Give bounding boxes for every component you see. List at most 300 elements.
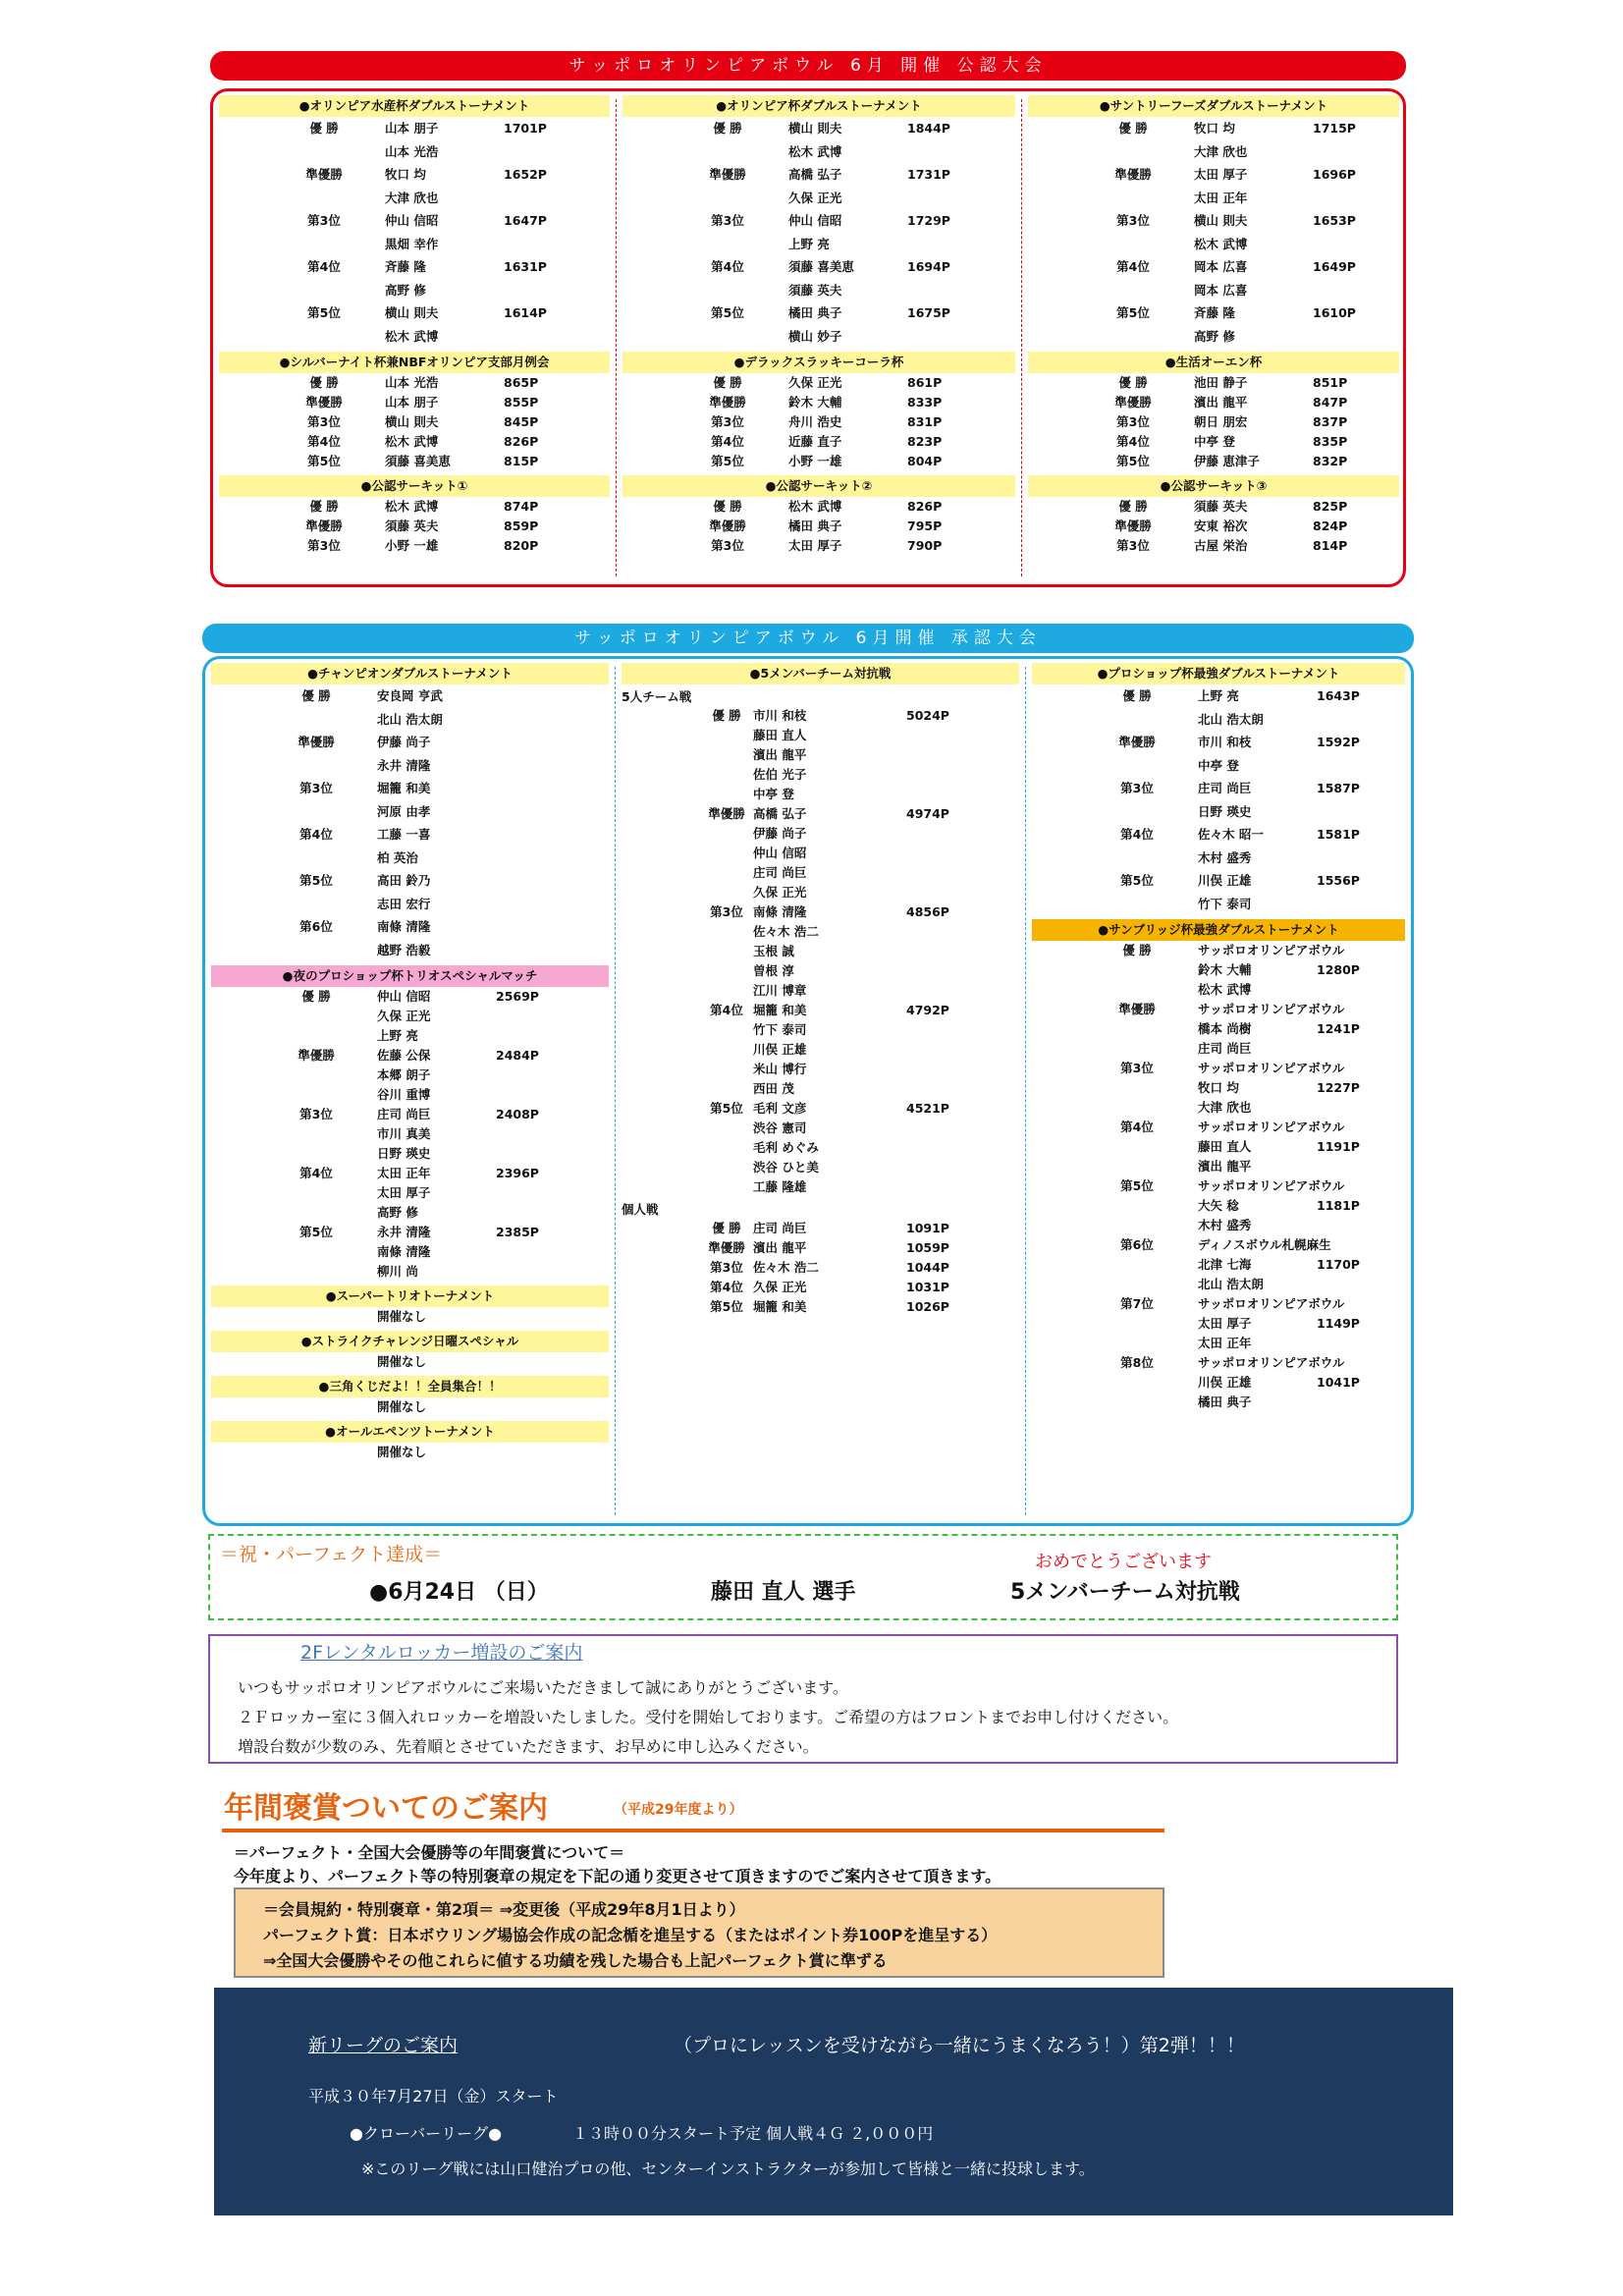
player-name: 仲山 信昭 <box>788 213 842 228</box>
official-col-3 <box>1022 91 1405 584</box>
player-name: 横山 則夫 <box>385 305 439 320</box>
score-value: 795P <box>907 519 943 533</box>
result-row <box>616 1040 1025 1060</box>
rank-label: 第3位 <box>1116 414 1150 429</box>
result-row <box>205 1144 615 1164</box>
player-name: 北山 浩太朗 <box>377 711 443 727</box>
rank-label: 準優勝 <box>709 519 746 533</box>
result-row <box>617 163 1021 187</box>
player-name: 伊藤 尚子 <box>377 735 431 749</box>
player-name: 須藤 喜美恵 <box>385 454 451 468</box>
result-row <box>1026 800 1411 824</box>
perfect-title: ＝祝・パーフェクト達成＝ <box>220 1544 443 1565</box>
perfect-event: 5メンバーチーム対抗戦 <box>1010 1580 1240 1605</box>
result-row <box>1026 1019 1411 1039</box>
player-name: 仲山 信昭 <box>753 846 807 860</box>
rank-label: 第5位 <box>1116 454 1150 468</box>
player-name: 開催なし <box>377 1399 427 1414</box>
player-name: 安東 裕次 <box>1194 519 1248 533</box>
score-value: 1241P <box>1317 1021 1360 1036</box>
rank-label: 準優勝 <box>298 1048 335 1063</box>
result-row <box>616 1001 1025 1020</box>
player-name: 川俣 正雄 <box>753 1042 807 1057</box>
player-name: 斉藤 隆 <box>1194 305 1235 320</box>
result-row <box>205 754 615 778</box>
result-row <box>616 1079 1025 1099</box>
event-title: ●スーパートリオトーナメント <box>211 1285 609 1307</box>
score-value: 1844P <box>907 121 950 136</box>
player-name: 木村 盛秀 <box>1198 1218 1252 1232</box>
score-value: 826P <box>907 499 943 514</box>
result-row <box>616 1177 1025 1197</box>
result-row <box>1026 1235 1411 1255</box>
result-row <box>213 517 616 536</box>
rank-label: 第4位 <box>299 827 333 842</box>
official-banner: サッポロオリンピアボウル 6月 開催 公認大会 <box>210 51 1406 81</box>
result-row <box>1026 1176 1411 1196</box>
player-name: 米山 博行 <box>753 1062 807 1076</box>
result-row <box>1026 1393 1411 1412</box>
result-row <box>205 1183 615 1203</box>
rank-label: 第4位 <box>299 1166 333 1180</box>
result-row <box>205 893 615 916</box>
result-row <box>1022 497 1405 517</box>
league-start: 平成３０年7月27日（金）スタート <box>308 2087 559 2105</box>
result-row <box>205 1124 615 1144</box>
perfect-date: ●6月24日 （日） <box>369 1580 549 1605</box>
result-row <box>1026 1334 1411 1353</box>
player-name: 松木 武博 <box>1198 982 1252 997</box>
rank-label: 第5位 <box>711 454 744 468</box>
player-name: 堀籠 和美 <box>377 781 431 795</box>
player-name: 南條 清隆 <box>377 919 431 934</box>
player-name: 安良岡 亨武 <box>377 688 443 703</box>
score-value: 1026P <box>906 1299 949 1314</box>
player-name: 松木 武博 <box>788 143 842 159</box>
rank-label: 優 勝 <box>1118 375 1148 390</box>
player-name: 毛利 文彦 <box>753 1101 807 1116</box>
player-name: 竹下 泰司 <box>753 1022 807 1037</box>
result-row <box>1026 1098 1411 1118</box>
score-value: 1041P <box>1317 1375 1360 1390</box>
player-name: 上野 亮 <box>788 236 830 251</box>
player-name: 須藤 喜美恵 <box>788 259 854 274</box>
rank-label: 第3位 <box>711 414 744 429</box>
rank-label: 準優勝 <box>708 1240 745 1255</box>
result-row <box>617 432 1021 452</box>
rank-label: 優 勝 <box>1122 943 1152 957</box>
player-name: 伊藤 恵津子 <box>1194 454 1260 468</box>
result-row <box>616 1278 1025 1297</box>
rank-label: 第5位 <box>1116 305 1150 320</box>
result-row <box>616 1238 1025 1258</box>
result-row <box>205 1085 615 1105</box>
rank-label: 準優勝 <box>1114 395 1152 410</box>
league-detail: １３時００分スタート予定 個人戦４Ｇ ２,０００円 <box>572 2124 934 2143</box>
rank-label: 第3位 <box>1120 781 1154 795</box>
score-value: 2385P <box>496 1225 539 1239</box>
player-name: 久保 正光 <box>788 375 842 390</box>
player-name: 日野 瑛史 <box>1198 803 1252 819</box>
player-name: 濱出 龍平 <box>753 747 807 762</box>
player-name: 佐伯 光子 <box>753 767 807 782</box>
player-name: 須藤 英夫 <box>385 519 439 533</box>
rank-label: 第4位 <box>710 1280 743 1294</box>
rank-label: 第3位 <box>307 213 341 228</box>
player-name: 須藤 英夫 <box>788 282 842 298</box>
rank-label: 第4位 <box>711 434 744 449</box>
rank-label: 優 勝 <box>1122 688 1152 703</box>
player-name: 高橋 弘子 <box>753 806 807 821</box>
player-name: 牧口 均 <box>1194 121 1235 136</box>
result-row <box>213 209 616 233</box>
player-name: サッポロオリンピアボウル <box>1198 1178 1345 1193</box>
official-results-box <box>210 88 1406 587</box>
result-row <box>616 1138 1025 1158</box>
award-rule-3: ⇒全国大会優勝やその他これらに値する功績を残した場合も上記パーフェクト賞に準ずる <box>263 1951 888 1970</box>
result-row <box>1026 731 1411 754</box>
event-title: ●オリンピア杯ダブルストーナメント <box>622 95 1015 117</box>
player-name: 山本 光浩 <box>385 143 439 159</box>
rank-label: 第4位 <box>307 434 341 449</box>
rank-label: 第5位 <box>711 305 744 320</box>
event-title: ●5メンバーチーム対抗戦 <box>622 663 1019 684</box>
rank-label: 第5位 <box>299 1225 333 1239</box>
rank-label: 第3位 <box>710 1260 743 1275</box>
score-value: 4856P <box>906 904 949 919</box>
event-title: ●公認サーキット② <box>622 475 1015 497</box>
rank-label: 準優勝 <box>1114 167 1152 182</box>
event-title: ●プロショップ杯最強ダブルストーナメント <box>1032 663 1405 684</box>
player-name: 開催なし <box>377 1309 427 1324</box>
score-value: 1643P <box>1317 688 1360 703</box>
player-name: 太田 正年 <box>377 1166 431 1180</box>
player-name: 大津 欣也 <box>385 190 439 205</box>
award-intro: 今年度より、パーフェクト等の特別褒章の規定を下記の通り変更させて頂きますのでご案内させて頂きます。 <box>234 1867 1001 1886</box>
result-row <box>616 745 1025 765</box>
rank-label: 優 勝 <box>309 121 339 136</box>
player-name: 近藤 直子 <box>788 434 842 449</box>
player-name: 竹下 泰司 <box>1198 896 1252 911</box>
result-row <box>205 823 615 847</box>
result-row <box>213 412 616 432</box>
result-row <box>1026 1196 1411 1216</box>
player-name: 橘田 典子 <box>788 305 842 320</box>
award-sub: ＝パーフェクト・全国大会優勝等の年間褒賞について＝ <box>234 1843 625 1862</box>
result-row <box>1026 1216 1411 1235</box>
rank-label: 優 勝 <box>309 375 339 390</box>
result-row <box>213 393 616 412</box>
result-row <box>205 1066 615 1085</box>
result-row <box>617 412 1021 432</box>
result-row <box>205 1262 615 1282</box>
player-name: 志田 宏行 <box>377 896 431 911</box>
player-name: 川俣 正雄 <box>1198 1375 1252 1390</box>
result-row <box>617 279 1021 302</box>
result-row <box>617 325 1021 349</box>
player-name: 木村 盛秀 <box>1198 849 1252 865</box>
player-name: 牧口 均 <box>385 167 426 182</box>
player-name: 市川 和枝 <box>1198 735 1252 749</box>
award-rule-box <box>234 1887 1164 1978</box>
league-title: 新リーグのご案内 <box>308 2035 459 2056</box>
player-name: 松木 武博 <box>1194 236 1248 251</box>
player-name: 高田 鈴乃 <box>377 873 431 888</box>
player-name: 江川 博章 <box>753 983 807 998</box>
result-row <box>616 765 1025 785</box>
player-name: 伊藤 尚子 <box>753 826 807 841</box>
result-row <box>205 1164 615 1183</box>
result-row <box>1022 279 1405 302</box>
result-row <box>205 731 615 754</box>
league-tagline: （プロにレッスンを受けながら一緒にうまくなろう！）第2弾！！！ <box>674 2035 1245 2056</box>
result-row <box>617 393 1021 412</box>
rank-label: 準優勝 <box>1118 1002 1156 1016</box>
result-row <box>1026 708 1411 732</box>
score-value: 831P <box>907 414 943 429</box>
rank-label: 優 勝 <box>1118 499 1148 514</box>
league-name: ●クローバーリーグ● <box>350 2124 503 2143</box>
result-row <box>1026 1118 1411 1137</box>
event-title: ●サントリーフーズダブルストーナメント <box>1028 95 1399 117</box>
player-name: 越野 浩毅 <box>377 942 431 957</box>
rank-label: 準優勝 <box>709 167 746 182</box>
player-name: 久保 正光 <box>377 1009 431 1023</box>
score-value: 1715P <box>1313 121 1356 136</box>
locker-title: 2Fレンタルロッカー増設のご案内 <box>300 1642 583 1664</box>
score-value: 1581P <box>1317 827 1360 842</box>
rank-label: 第3位 <box>307 414 341 429</box>
player-name: 松木 武博 <box>788 499 842 514</box>
perfect-congrats: おめでとうございます <box>1035 1552 1212 1572</box>
score-value: 832P <box>1313 454 1348 468</box>
score-value: 826P <box>504 434 539 449</box>
player-name: 上野 亮 <box>377 1028 418 1043</box>
score-value: 1647P <box>504 213 547 228</box>
player-name: 古屋 栄治 <box>1194 538 1248 553</box>
event-title: ●公認サーキット① <box>219 475 610 497</box>
player-name: 黒畑 幸作 <box>385 236 439 251</box>
score-value: 835P <box>1313 434 1348 449</box>
rank-label: 第5位 <box>710 1101 743 1116</box>
rank-label: 優 勝 <box>713 499 742 514</box>
approved-banner: サッポロオリンピアボウル 6月開催 承認大会 <box>202 624 1414 653</box>
rank-label: 第6位 <box>299 919 333 934</box>
player-name: 堀籠 和美 <box>753 1003 807 1017</box>
result-row <box>205 1007 615 1026</box>
result-row <box>205 777 615 800</box>
player-name: 大矢 稔 <box>1198 1198 1239 1213</box>
player-name: 太田 正年 <box>1198 1336 1252 1350</box>
player-name: 工藤 隆雄 <box>753 1179 807 1194</box>
rank-label: 準優勝 <box>708 806 745 821</box>
result-row <box>1026 754 1411 778</box>
result-row <box>617 301 1021 325</box>
score-value: 845P <box>504 414 539 429</box>
rank-label: 準優勝 <box>305 167 343 182</box>
event-title: ●夜のプロショップ杯トリオスペシャルマッチ <box>211 965 609 987</box>
player-name: 北津 七海 <box>1198 1257 1252 1272</box>
player-name: 中亭 登 <box>1198 757 1239 773</box>
score-value: 2396P <box>496 1166 539 1180</box>
player-name: 岡本 広喜 <box>1194 282 1248 298</box>
rank-label: 第5位 <box>1120 1178 1154 1193</box>
player-name: 高橋 弘子 <box>788 167 842 182</box>
rank-label: 第3位 <box>299 781 333 795</box>
rank-label: 準優勝 <box>305 395 343 410</box>
result-row <box>205 684 615 708</box>
player-name: 柳川 尚 <box>377 1264 418 1279</box>
player-name: 日野 瑛史 <box>377 1146 431 1161</box>
result-row <box>1022 301 1405 325</box>
player-name: 西田 茂 <box>753 1081 794 1096</box>
result-row <box>1026 1255 1411 1275</box>
result-row <box>1022 163 1405 187</box>
score-value: 1694P <box>907 259 950 274</box>
player-name: 開催なし <box>377 1354 427 1369</box>
player-name: 南條 清隆 <box>753 904 807 919</box>
approved-col-2 <box>616 659 1025 1523</box>
result-row <box>213 255 616 279</box>
result-row <box>205 1352 615 1372</box>
player-name: 永井 清隆 <box>377 1225 431 1239</box>
player-name: 佐藤 公保 <box>377 1048 431 1063</box>
player-name: 橘田 典子 <box>788 519 842 533</box>
score-value: 4792P <box>906 1003 949 1017</box>
result-row <box>213 140 616 164</box>
score-value: 1614P <box>504 305 547 320</box>
rank-label: 第3位 <box>299 1107 333 1121</box>
result-row <box>1026 893 1411 916</box>
score-value: 1696P <box>1313 167 1356 182</box>
result-row <box>617 187 1021 210</box>
score-value: 851P <box>1313 375 1348 390</box>
player-name: 玉根 誠 <box>753 944 794 958</box>
result-row <box>617 255 1021 279</box>
result-row <box>213 373 616 393</box>
event-title: ●三角くじだよ！！全員集合！！ <box>211 1376 609 1397</box>
event-title: ●サンブリッジ杯最強ダブルストーナメント <box>1032 919 1405 941</box>
result-row <box>1026 1000 1411 1019</box>
result-row <box>1026 1157 1411 1176</box>
score-value: 1631P <box>504 259 547 274</box>
player-name: 斉藤 隆 <box>385 259 426 274</box>
result-row <box>205 847 615 870</box>
result-row <box>1026 1059 1411 1078</box>
rank-label: 第5位 <box>307 305 341 320</box>
score-value: 1170P <box>1317 1257 1360 1272</box>
result-row <box>213 452 616 471</box>
result-row <box>616 863 1025 883</box>
player-name: 濱出 龍平 <box>753 1240 807 1255</box>
result-row <box>205 1307 615 1327</box>
rank-label: 第6位 <box>1120 1237 1154 1252</box>
rank-label: 優 勝 <box>301 688 331 703</box>
result-row <box>616 1219 1025 1238</box>
rank-label: 第3位 <box>1116 538 1150 553</box>
score-value: 1729P <box>907 213 950 228</box>
player-name: 谷川 重博 <box>377 1087 431 1102</box>
player-name: 佐々木 浩二 <box>753 924 819 939</box>
result-row <box>205 939 615 962</box>
player-name: 上野 亮 <box>1198 688 1239 703</box>
event-title: ●ストライクチャレンジ日曜スペシャル <box>211 1331 609 1352</box>
score-value: 847P <box>1313 395 1348 410</box>
result-row <box>1022 373 1405 393</box>
result-row <box>616 1060 1025 1079</box>
rank-label: 第3位 <box>710 904 743 919</box>
result-row <box>205 1026 615 1046</box>
rank-label: 優 勝 <box>301 989 331 1004</box>
score-value: 865P <box>504 375 539 390</box>
result-row <box>1026 941 1411 960</box>
result-row <box>1026 1294 1411 1314</box>
player-name: 濱出 龍平 <box>1198 1159 1252 1174</box>
player-name: 太田 厚子 <box>788 538 842 553</box>
award-underline <box>222 1829 1164 1832</box>
player-name: サッポロオリンピアボウル <box>1198 1120 1345 1134</box>
score-value: 859P <box>504 519 539 533</box>
result-row <box>616 1158 1025 1177</box>
score-value: 1652P <box>504 167 547 182</box>
result-row <box>616 981 1025 1001</box>
player-name: 橋本 尚樹 <box>1198 1021 1252 1036</box>
score-value: 815P <box>504 454 539 468</box>
player-name: 松木 武博 <box>385 328 439 344</box>
player-name: 岡本 広喜 <box>1194 259 1248 274</box>
event-title: ●デラックスラッキーコーラ杯 <box>622 352 1015 373</box>
player-name: サッポロオリンピアボウル <box>1198 1355 1345 1370</box>
score-value: 2569P <box>496 989 539 1004</box>
player-name: 庄司 尚巨 <box>1198 1041 1252 1056</box>
event-title: ●チャンピオンダブルストーナメント <box>211 663 609 684</box>
player-name: 本郷 朗子 <box>377 1067 431 1082</box>
player-name: 川俣 正雄 <box>1198 873 1252 888</box>
result-row <box>1026 823 1411 847</box>
result-row <box>1026 980 1411 1000</box>
event-title: ●公認サーキット③ <box>1028 475 1399 497</box>
result-row <box>1022 517 1405 536</box>
rank-label: 優 勝 <box>713 121 742 136</box>
player-name: 松木 武博 <box>385 499 439 514</box>
official-col-1 <box>213 91 616 584</box>
player-name: 山本 光浩 <box>385 375 439 390</box>
result-row <box>617 233 1021 256</box>
score-value: 1556P <box>1317 873 1360 888</box>
player-name: 高野 修 <box>1194 328 1235 344</box>
score-value: 4521P <box>906 1101 949 1116</box>
result-row <box>617 497 1021 517</box>
score-value: 861P <box>907 375 943 390</box>
award-rule-1: ＝会員規約・特別褒章・第2項＝ ⇒変更後（平成29年8月1日より） <box>263 1900 745 1919</box>
result-row <box>1022 536 1405 556</box>
player-name: サッポロオリンピアボウル <box>1198 1002 1345 1016</box>
player-name: 毛利 めぐみ <box>753 1140 819 1155</box>
player-name: 小野 一雄 <box>385 538 439 553</box>
result-row <box>616 804 1025 824</box>
player-name: 中亭 登 <box>753 787 794 801</box>
result-row <box>616 1099 1025 1119</box>
result-row <box>213 301 616 325</box>
rank-label: 準優勝 <box>1114 519 1152 533</box>
score-value: 874P <box>504 499 539 514</box>
score-value: 1592P <box>1317 735 1360 749</box>
locker-line-3: 増設台数が少数のみ、先着順とさせていただきます、お早めに申し込みください。 <box>238 1737 819 1756</box>
player-name: 河原 由孝 <box>377 803 431 819</box>
rank-label: 準優勝 <box>1118 735 1156 749</box>
player-name: 久保 正光 <box>753 885 807 900</box>
rank-label: 第4位 <box>711 259 744 274</box>
